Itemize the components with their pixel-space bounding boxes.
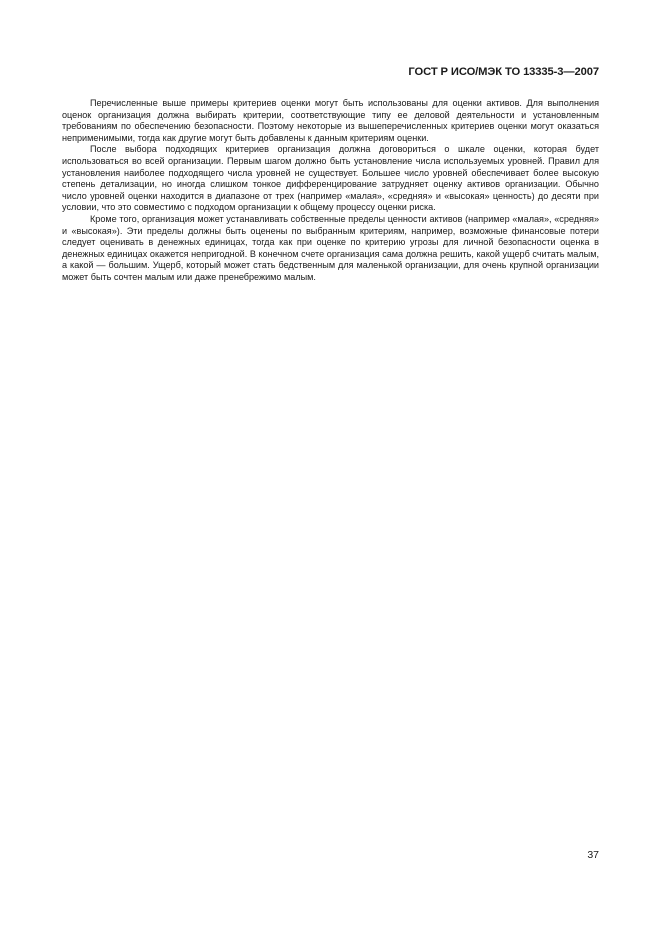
document-body — [62, 98, 599, 284]
page-number: 37 — [587, 849, 599, 861]
paragraph-valuation-scale: После выбора подходящих критериев организация должна договориться о шкале оценки, которая будет использоваться во всей организации. Первым шагом должно быть установление числа используемых уровней. Правил для установления наиболее подходящего числа уровней не существует. Большее число уровней обеспечивает более высокую степень детализации, но иногда слишком тонкое дифференцирование затрудняет оценку активов организации. Обычно число уровней оценки находится в диапазоне от трех (например «малая», «средняя» и «высокая» ценность) до десяти при условии, что это совместимо с подходом организации к общему процессу оценки риска. — [62, 144, 599, 213]
document-header: ГОСТ Р ИСО/МЭК ТО 13335-3—2007 — [408, 66, 599, 78]
paragraph-value-limits: Кроме того, организация может устанавливать собственные пределы ценности активов (например «малая», «средняя» и «высокая»). Эти пределы должны быть оценены по выбранным критериям, например, возможные финансовые потери следует оценивать в денежных единицах, тогда как при оценке по критерию угрозы для личной безопасности оценка в денежных единицах окажется непригодной. В конечном счете организация сама должна решить, какой ущерб считать малым, а какой — большим. Ущерб, который может стать бедственным для маленькой организации, для очень крупной организации может быть сочтен малым или даже пренебрежимо малым. — [62, 213, 599, 282]
paragraph-criteria-applicability: Перечисленные выше примеры критериев оценки могут быть использованы для оценки активов. Для выполнения оценок организация должна выбирать критерии, соответствующие типу ее деловой деятельности и установленным требованиям по обеспечению безопасности. Поэтому некоторые из вышеперечисленных критериев оценки могут оказаться неприменимыми, тогда как другие могут быть добавлены к данным критериям оценки. — [62, 98, 599, 143]
